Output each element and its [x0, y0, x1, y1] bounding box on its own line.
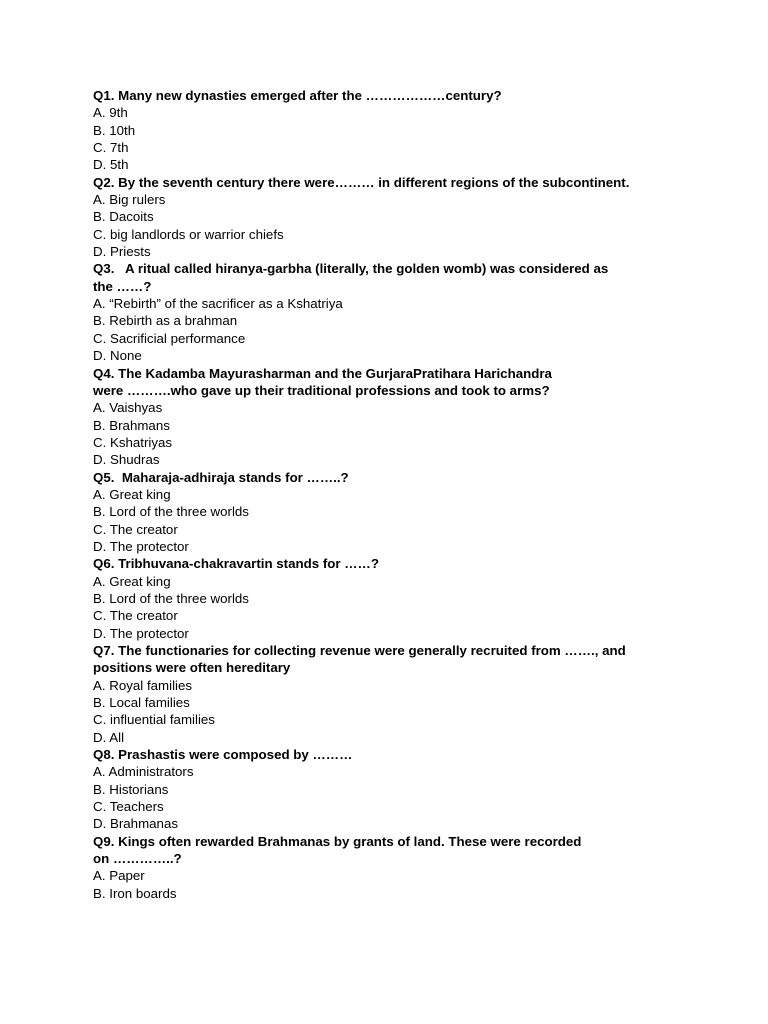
question-block-q8 — [93, 746, 693, 833]
answer-option: B. Rebirth as a brahman — [93, 313, 238, 329]
answer-option: C. 7th — [93, 140, 129, 156]
answer-option: A. Royal families — [93, 677, 193, 693]
answer-option: B. Local families — [93, 695, 190, 711]
answer-option: A. 9th — [93, 105, 128, 121]
answer-option: C. Teachers — [93, 799, 164, 815]
answer-option: A. Great king — [93, 573, 171, 589]
answer-option: A. “Rebirth” of the sacrificer as a Kshatriya — [93, 296, 343, 312]
answer-option: A. Big rulers — [93, 192, 166, 208]
question-block-q7 — [93, 642, 693, 746]
question-text: Q1. Many new dynasties emerged after the ………………century? — [93, 88, 502, 103]
answer-option: C. The creator — [93, 521, 178, 537]
question-block-q3 — [93, 260, 693, 364]
question-text: Q9. Kings often rewarded Brahmanas by grants of land. These were recorded — [93, 833, 582, 849]
answer-option: D. The protector — [93, 625, 189, 641]
answer-option: C. Sacrificial performance — [93, 330, 246, 346]
answer-option: C. influential families — [93, 712, 215, 728]
answer-option: D. Priests — [93, 244, 151, 260]
question-block-q9 — [93, 833, 693, 902]
answer-option: A. Administrators — [93, 764, 194, 780]
question-text: Q2. By the seventh century there were……… in different regions of the subcontinent. — [93, 174, 630, 190]
answer-option: C. Kshatriyas — [93, 434, 173, 450]
answer-option: A. Vaishyas — [93, 400, 163, 416]
question-text: Q7. The functionaries for collecting revenue were generally recruited from ……., and — [93, 643, 626, 658]
answer-option: B. 10th — [93, 122, 136, 138]
answer-option: B. Brahmans — [93, 417, 170, 433]
answer-option: C. big landlords or warrior chiefs — [93, 226, 284, 242]
answer-option: D. 5th — [93, 157, 129, 173]
question-block-q4 — [93, 365, 693, 469]
quiz-document — [93, 87, 693, 902]
answer-option: B. Historians — [93, 781, 169, 797]
question-text: Q4. The Kadamba Mayurasharman and the GurjaraPratihara Harichandra — [93, 365, 552, 381]
answer-option: D. None — [93, 348, 142, 364]
answer-option: B. Lord of the three worlds — [93, 590, 249, 606]
question-text: Q6. Tribhuvana-chakravartin stands for ……? — [93, 556, 379, 572]
answer-option: D. Shudras — [93, 452, 160, 468]
answer-option: A. Great king — [93, 486, 171, 502]
answer-option: D. The protector — [93, 538, 189, 554]
answer-option: D. All — [93, 729, 125, 745]
question-text: Q3. A ritual called hiranya-garbha (literally, the golden womb) was considered as — [93, 261, 609, 277]
answer-option: A. Paper — [93, 868, 145, 884]
question-block-q2 — [93, 174, 693, 261]
answer-option: B. Iron boards — [93, 885, 177, 901]
question-block-q1 — [93, 87, 693, 174]
question-text: were ……….who gave up their traditional professions and took to arms? — [93, 382, 550, 398]
question-text: on …………..? — [93, 851, 182, 867]
question-block-q6 — [93, 555, 693, 642]
answer-option: B. Lord of the three worlds — [93, 504, 249, 520]
question-text: Q5. Maharaja-adhiraja stands for ……..? — [93, 469, 349, 485]
question-text: the ……? — [93, 278, 152, 294]
answer-option: B. Dacoits — [93, 209, 154, 225]
question-block-q5 — [93, 469, 693, 556]
answer-option: D. Brahmanas — [93, 816, 178, 832]
answer-option: C. The creator — [93, 608, 178, 624]
question-text: positions were often hereditary — [93, 660, 291, 676]
question-text: Q8. Prashastis were composed by ……… — [93, 747, 353, 763]
